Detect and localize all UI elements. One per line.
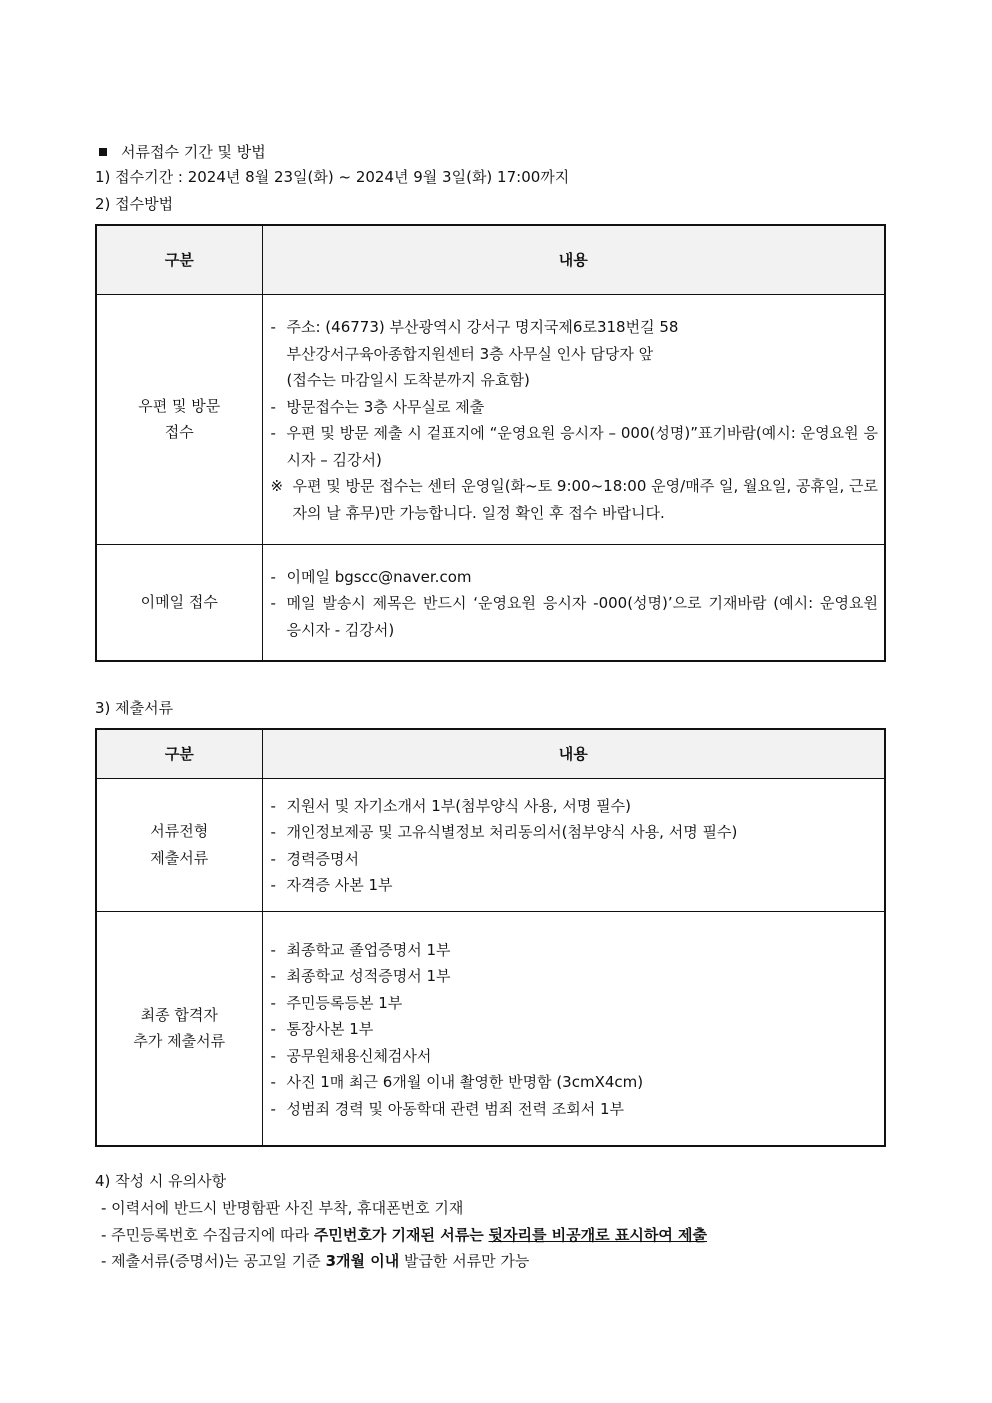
- item-marker: -: [270, 940, 276, 959]
- content-item: [271, 1096, 879, 1123]
- note-item: - 제출서류(증명서)는 공고일 기준 3개월 이내 발급한 서류만 가능: [101, 1252, 530, 1270]
- item-text: 최종학교 졸업증명서 1부: [286, 940, 451, 959]
- row-category-label: 이메일 접수: [96, 544, 262, 661]
- item-marker: -: [270, 567, 276, 586]
- item-marker: -: [270, 796, 276, 815]
- notes-heading: 4) 작성 시 유의사항: [95, 1172, 227, 1190]
- required-documents-table: [95, 728, 886, 1147]
- item-marker: -: [270, 967, 276, 985]
- content-item: [271, 846, 879, 873]
- item-text: 공무원채용신체검사서: [286, 1046, 432, 1065]
- item-marker: ※: [270, 477, 284, 495]
- row-content: [262, 778, 885, 911]
- content-item: [271, 963, 879, 990]
- item-marker: -: [270, 1073, 276, 1091]
- content-item: [271, 420, 879, 473]
- content-item: [271, 590, 879, 643]
- note-item: - 이력서에 반드시 반명함판 사진 부착, 휴대폰번호 기재: [101, 1199, 464, 1217]
- section-title: 서류접수 기간 및 방법: [95, 141, 266, 163]
- content-item: [271, 937, 879, 964]
- row-category-label: 우편 및 방문 접수: [96, 294, 262, 544]
- table-header-category: 구분: [96, 729, 262, 778]
- row-content: [262, 911, 885, 1146]
- table-row: [96, 544, 885, 661]
- documents-heading: 3) 제출서류: [95, 699, 174, 717]
- item-marker: -: [270, 397, 276, 416]
- item-marker: -: [270, 993, 276, 1012]
- item-text: 이메일 bgscc@naver.com: [286, 567, 472, 586]
- item-text: 경력증명서: [286, 849, 359, 868]
- row-content: [262, 544, 885, 661]
- content-item: [271, 1043, 879, 1070]
- content-item: [271, 872, 879, 899]
- item-marker: -: [270, 594, 276, 612]
- item-text: 우편 및 방문 제출 시 겉표지에 “운영요원 응시자 – 000(성명)”표기바람(예시: 운영요원 응시자 – 김강서): [286, 424, 878, 469]
- item-text: 우편 및 방문 접수는 센터 운영일(화~토 9:00~18:00 운영/매주 일, 월요일, 공휴일, 근로자의 날 휴무)만 가능합니다. 일정 확인 후 접수 바랍니다.: [292, 477, 878, 522]
- content-item: [271, 1069, 879, 1096]
- content-item: [271, 1016, 879, 1043]
- submission-method-table: [95, 224, 886, 662]
- content-item: [271, 473, 879, 526]
- item-marker: -: [270, 849, 276, 868]
- item-text: 주민등록등본 1부: [286, 993, 403, 1012]
- row-category-label: 최종 합격자 추가 제출서류: [96, 911, 262, 1146]
- item-marker: -: [270, 318, 276, 336]
- item-text: 주소: (46773) 부산광역시 강서구 명지국제6로318번길 58 부산강서구육아종합지원센터 3층 사무실 인사 담당자 앞 (접수는 마감일시 도착분까지 유효함): [286, 318, 679, 389]
- item-marker: -: [270, 823, 276, 841]
- table-header-content: 내용: [262, 729, 885, 778]
- item-text: 메일 발송시 제목은 반드시 ‘운영요원 응시자 -000(성명)’으로 기재바람 (예시: 운영요원 응시자 - 김강서): [286, 594, 878, 639]
- item-text: 방문접수는 3층 사무실로 제출: [286, 397, 485, 416]
- table-header-content: 내용: [262, 225, 885, 294]
- item-text: 사진 1매 최근 6개월 이내 촬영한 반명함 (3cmX4cm): [286, 1073, 644, 1091]
- item-text: 자격증 사본 1부: [286, 876, 393, 894]
- item-marker: -: [270, 876, 276, 894]
- item-text: 지원서 및 자기소개서 1부(첨부양식 사용, 서명 필수): [286, 796, 631, 815]
- method-heading: 2) 접수방법: [95, 195, 174, 213]
- square-bullet-icon: [99, 148, 107, 156]
- item-text: 성범죄 경력 및 아동학대 관련 범죄 전력 조회서 1부: [286, 1099, 624, 1118]
- row-category-label: 서류전형 제출서류: [96, 778, 262, 911]
- content-item: [271, 564, 879, 591]
- note-item: - 주민등록번호 수집금지에 따라 주민번호가 기재된 서류는 뒷자리를 비공개로 표시하여 제출: [101, 1226, 708, 1244]
- table-row: [96, 911, 885, 1146]
- table-header-category: 구분: [96, 225, 262, 294]
- content-item: [271, 819, 879, 846]
- item-marker: -: [270, 1046, 276, 1065]
- item-marker: -: [270, 1099, 276, 1118]
- period-line: 1) 접수기간 : 2024년 8월 23일(화) ~ 2024년 9월 3일(화) 17:00까지: [95, 168, 570, 186]
- content-item: [271, 394, 879, 421]
- item-marker: -: [270, 1020, 276, 1038]
- item-marker: -: [270, 424, 276, 442]
- content-item: [271, 990, 879, 1017]
- content-item: [271, 314, 879, 394]
- item-text: 통장사본 1부: [286, 1020, 374, 1038]
- table-row: [96, 778, 885, 911]
- item-text: 개인정보제공 및 고유식별정보 처리동의서(첨부양식 사용, 서명 필수): [286, 823, 738, 841]
- item-text: 최종학교 성적증명서 1부: [286, 967, 451, 985]
- row-content: [262, 294, 885, 544]
- content-item: [271, 793, 879, 820]
- table-row: [96, 294, 885, 544]
